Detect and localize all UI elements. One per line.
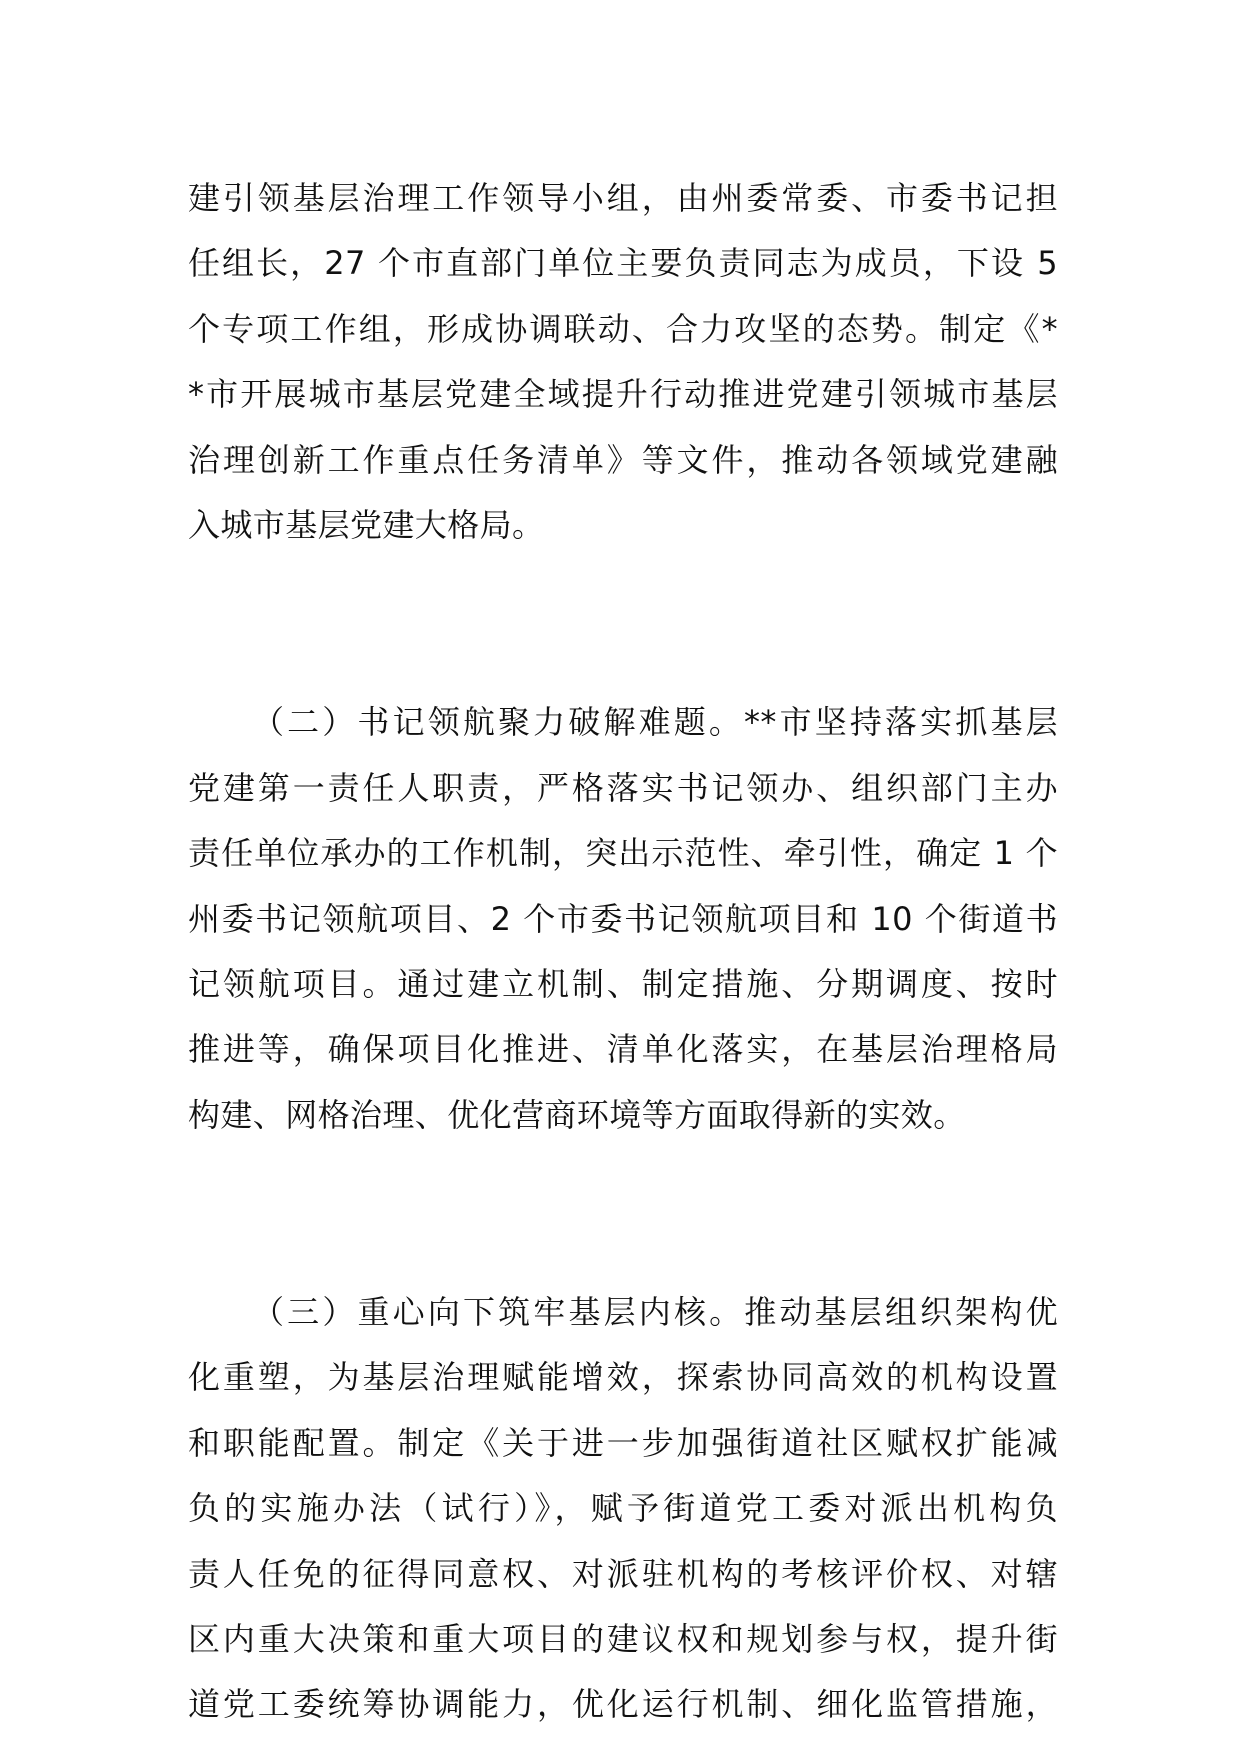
document-page: [188, 166, 1058, 1738]
paragraph-line: 个专项工作组，形成协调联动、合力攻坚的态势。制定《*: [188, 309, 1058, 348]
paragraph-line: 和职能配置。制定《关于进一步加强街道社区赋权扩能减: [188, 1423, 1058, 1462]
paragraph-line: 治理创新工作重点任务清单》等文件，推动各领域党建融: [188, 440, 1058, 479]
paragraph-line: 化重塑，为基层治理赋能增效，探索协同高效的机构设置: [188, 1358, 1058, 1397]
paragraph-line: 入城市基层党建大格局。: [188, 505, 545, 544]
paragraph-spacer: [188, 1148, 1058, 1280]
paragraph-line: 记领航项目。通过建立机制、制定措施、分期调度、按时: [188, 964, 1058, 1003]
paragraph-line: 区内重大决策和重大项目的建议权和规划参与权，提升街: [188, 1620, 1058, 1659]
paragraph-line: 州委书记领航项目、2 个市委书记领航项目和 10 个街道书: [188, 899, 1058, 938]
paragraph-line: 道党工委统筹协调能力，优化运行机制、细化监管措施，: [188, 1685, 1058, 1724]
paragraph-line: 党建第一责任人职责，严格落实书记领办、组织部门主办: [188, 768, 1058, 807]
paragraph-line: 负的实施办法（试行）》，赋予街道党工委对派出机构负: [188, 1489, 1058, 1528]
paragraph-1: [188, 166, 1058, 558]
paragraph-line: 推进等，确保项目化推进、清单化落实，在基层治理格局: [188, 1030, 1058, 1069]
paragraph-line: 建引领基层治理工作领导小组，由州委常委、市委书记担: [188, 179, 1058, 217]
section-heading-line: （三）重心向下筑牢基层内核。推动基层组织架构优: [252, 1293, 1058, 1332]
paragraph-line: 责人任免的征得同意权、对派驻机构的考核评价权、对辖: [188, 1554, 1058, 1593]
paragraph-3: [188, 1280, 1058, 1738]
paragraph-spacer: [188, 558, 1058, 690]
section-heading-line: （二）书记领航聚力破解难题。**市坚持落实抓基层: [252, 703, 1058, 742]
paragraph-line: 任组长，27 个市直部门单位主要负责同志为成员，下设 5: [188, 244, 1058, 283]
paragraph-2: [188, 690, 1058, 1148]
paragraph-line: 构建、网格治理、优化营商环境等方面取得新的实效。: [188, 1095, 966, 1134]
paragraph-line: *市开展城市基层党建全域提升行动推进党建引领城市基层: [188, 375, 1058, 414]
paragraph-line: 责任单位承办的工作机制，突出示范性、牵引性，确定 1 个: [188, 834, 1058, 873]
